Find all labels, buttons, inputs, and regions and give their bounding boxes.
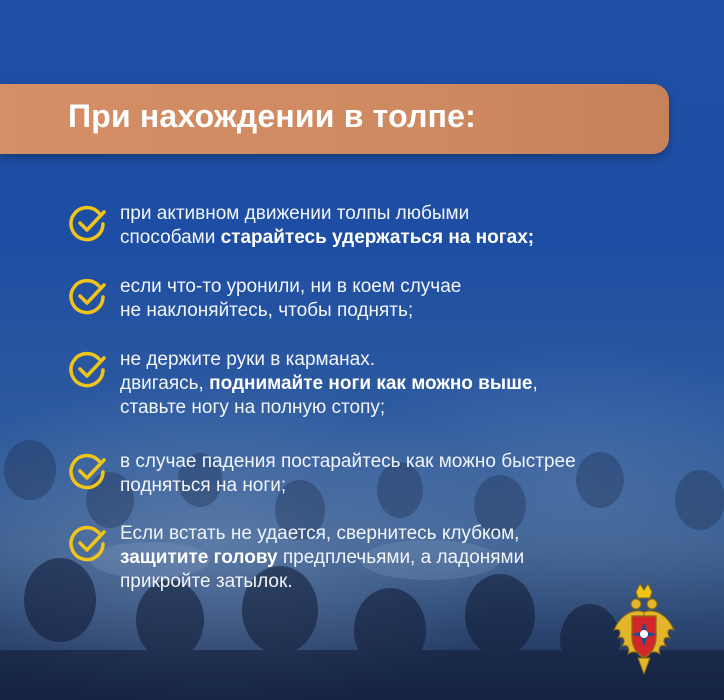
tip-text	[120, 450, 680, 498]
tip-segment: двигаясь,	[120, 373, 210, 394]
tip-line	[120, 348, 680, 372]
tip-line	[120, 474, 680, 498]
tip-emphasis: поднимайте ноги как можно выше	[209, 373, 533, 394]
tip-line	[120, 372, 680, 396]
tip-text	[120, 275, 680, 323]
checkmark-circle-icon	[68, 277, 108, 317]
tip-segment: прикройте затылок.	[120, 571, 293, 592]
tip-segment: в случае падения постарайтесь как можно быстрее	[120, 451, 576, 472]
tip-segment: предплечьями, а ладонями	[277, 547, 525, 568]
tip-segment: ставьте ногу на полную стопу;	[120, 397, 386, 418]
tip-text	[120, 348, 680, 420]
tip-segment: Если встать не удается, свернитесь клубком,	[120, 523, 520, 544]
tip-line	[120, 450, 680, 474]
tip-segment: ,	[532, 373, 538, 394]
tip-segment: при активном движении толпы любыми	[120, 203, 470, 224]
checkmark-circle-icon	[68, 524, 108, 564]
checkmark-circle-icon	[68, 452, 108, 492]
tip-segment: не держите руки в карманах.	[120, 349, 375, 370]
tip-line	[120, 202, 680, 226]
tip-segment: способами	[120, 227, 221, 248]
tip-line	[120, 546, 680, 570]
tip-line	[120, 226, 680, 250]
tip-line	[120, 570, 680, 594]
checkmark-circle-icon	[68, 204, 108, 244]
tip-segment: если что-то уронили, ни в коем случае	[120, 276, 462, 297]
tip-line	[120, 299, 680, 323]
checkmark-circle-icon	[68, 350, 108, 390]
tip-emphasis: старайтесь удержаться на ногах;	[220, 227, 535, 248]
page-title: При нахождении в толпе:	[68, 98, 476, 134]
tip-segment: не наклоняйтесь, чтобы поднять;	[120, 300, 414, 321]
tip-line	[120, 275, 680, 299]
tip-line	[120, 396, 680, 420]
tip-line	[120, 522, 680, 546]
tip-text	[120, 202, 680, 250]
emercom-emblem-icon	[612, 582, 676, 676]
tip-emphasis: защитите голову	[120, 547, 278, 568]
tip-text	[120, 522, 680, 594]
tip-segment: подняться на ноги;	[120, 475, 287, 496]
